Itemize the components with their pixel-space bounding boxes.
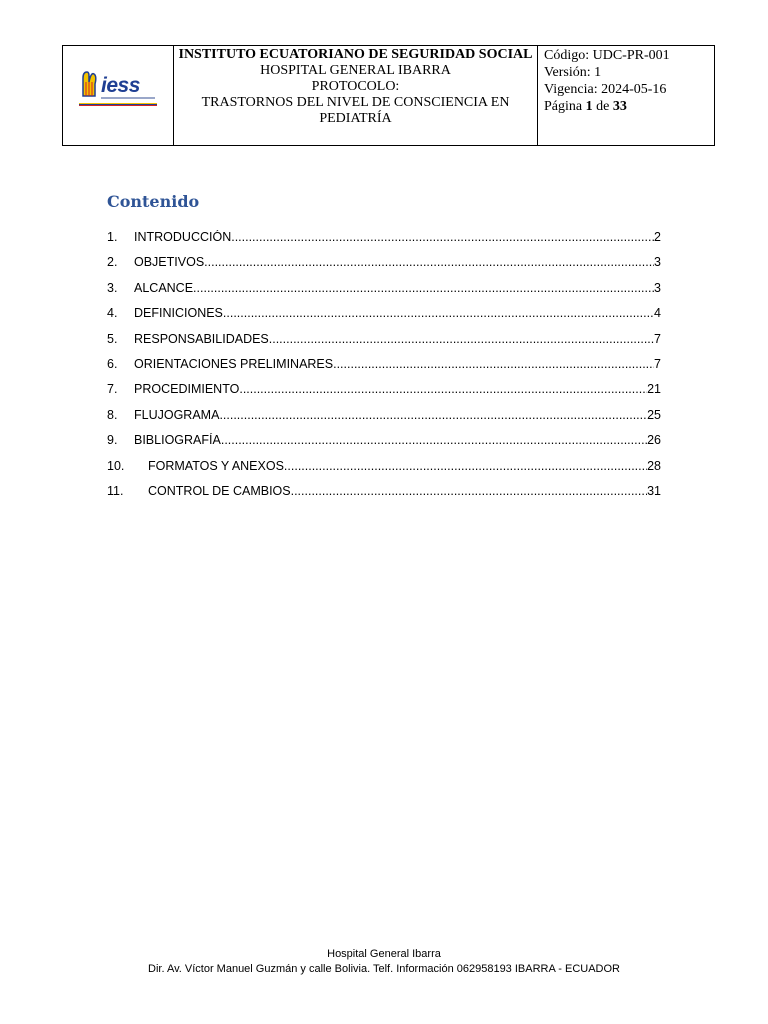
footer-hospital-name: Hospital General Ibarra [327, 948, 441, 960]
toc-leader-dots [204, 255, 654, 269]
footer-address: Dir. Av. Víctor Manuel Guzmán y calle Bolivia. Telf. Información 062958193 IBARRA - ECUADOR [148, 963, 620, 975]
toc-entry[interactable] [107, 255, 661, 280]
toc-leader-dots [284, 459, 647, 473]
toc-entry-number: 3. [107, 280, 118, 295]
toc-entry-label: RESPONSABILIDADES [134, 331, 269, 346]
validity-value: 2024-05-16 [601, 82, 667, 97]
toc-entry-number: 8. [107, 407, 118, 422]
page-label: Página [544, 99, 583, 114]
toc-entry-label: BIBLIOGRAFÍA [134, 433, 221, 448]
page-total: 33 [612, 99, 627, 114]
table-of-contents [107, 230, 661, 509]
toc-entry[interactable] [107, 433, 661, 458]
toc-entry-label: ALCANCE [134, 280, 194, 295]
code-label: Código: [544, 48, 590, 63]
toc-entry-page: 25 [647, 407, 661, 422]
logo-wordmark: iess [101, 74, 140, 97]
toc-leader-dots [193, 281, 654, 295]
toc-entry-page: 28 [647, 458, 661, 473]
toc-entry-number: 11. [107, 483, 124, 498]
iess-hands-icon [79, 68, 99, 98]
toc-entry-number: 9. [107, 433, 118, 448]
header-meta-cell [538, 46, 715, 146]
version-value: 1 [594, 65, 602, 80]
toc-entry-label: INTRODUCCIÓN [134, 230, 232, 244]
toc-entry-label: CONTROL DE CAMBIOS [148, 483, 291, 498]
page-of: de [596, 99, 610, 114]
toc-entry-page: 3 [654, 280, 661, 295]
version-line [544, 64, 714, 81]
toc-entry[interactable] [107, 230, 661, 255]
code-value: UDC-PR-001 [592, 48, 670, 63]
toc-entry-number: 1. [107, 230, 118, 244]
toc-entry-page: 7 [654, 356, 661, 371]
toc-entry-number: 10. [107, 458, 125, 473]
toc-entry-page: 4 [654, 306, 661, 321]
toc-entry-page: 2 [654, 230, 661, 244]
toc-entry-number: 7. [107, 382, 118, 397]
toc-entry[interactable] [107, 459, 661, 484]
toc-entry-page: 3 [654, 255, 661, 270]
header-title-cell [174, 46, 538, 146]
toc-entry[interactable] [107, 408, 661, 433]
toc-entry-number: 4. [107, 306, 118, 321]
document-type: PROTOCOLO: [311, 79, 400, 94]
iess-logo [79, 66, 159, 106]
version-label: Versión: [544, 65, 591, 80]
toc-entry[interactable] [107, 332, 661, 357]
toc-leader-dots [291, 484, 647, 498]
toc-leader-dots [221, 433, 647, 447]
toc-title: Contenido [107, 192, 200, 211]
logo-cell [63, 46, 174, 146]
toc-entry[interactable] [107, 306, 661, 331]
toc-entry-label: FORMATOS Y ANEXOS [148, 458, 284, 473]
validity-label: Vigencia: [544, 82, 598, 97]
toc-entry-label: PROCEDIMIENTO [134, 382, 240, 397]
toc-entry[interactable] [107, 484, 661, 509]
hospital-name: HOSPITAL GENERAL IBARRA [260, 63, 451, 78]
toc-entry-number: 2. [107, 255, 118, 270]
toc-entry-number: 5. [107, 331, 118, 346]
toc-entry[interactable] [107, 281, 661, 306]
toc-leader-dots [219, 408, 647, 422]
toc-leader-dots [223, 306, 654, 320]
toc-entry-page: 26 [647, 433, 661, 448]
toc-entry-label: DEFINICIONES [134, 306, 223, 321]
toc-entry-page: 31 [647, 483, 661, 498]
toc-entry[interactable] [107, 357, 661, 382]
document-title: TRASTORNOS DEL NIVEL DE CONSCIENCIA EN PEDIATRÍA [201, 95, 510, 126]
code-line [544, 47, 714, 64]
logo-flag-stripe [79, 103, 157, 106]
toc-entry-page: 21 [647, 382, 661, 397]
validity-line [544, 81, 714, 98]
logo-tagline-line [101, 97, 155, 99]
toc-entry-label: OBJETIVOS [134, 255, 205, 270]
document-header [62, 45, 715, 146]
toc-leader-dots [333, 357, 654, 371]
toc-entry-number: 6. [107, 356, 118, 371]
page-current: 1 [585, 99, 593, 114]
toc-leader-dots [231, 230, 654, 244]
institution-name: INSTITUTO ECUATORIANO DE SEGURIDAD SOCIAL [178, 47, 533, 62]
toc-leader-dots [269, 332, 654, 346]
page-line [544, 98, 714, 115]
toc-entry-page: 7 [654, 331, 661, 346]
toc-leader-dots [239, 382, 647, 396]
toc-entry-label: FLUJOGRAMA [134, 407, 220, 422]
toc-entry-label: ORIENTACIONES PRELIMINARES [134, 356, 334, 371]
toc-entry[interactable] [107, 382, 661, 407]
